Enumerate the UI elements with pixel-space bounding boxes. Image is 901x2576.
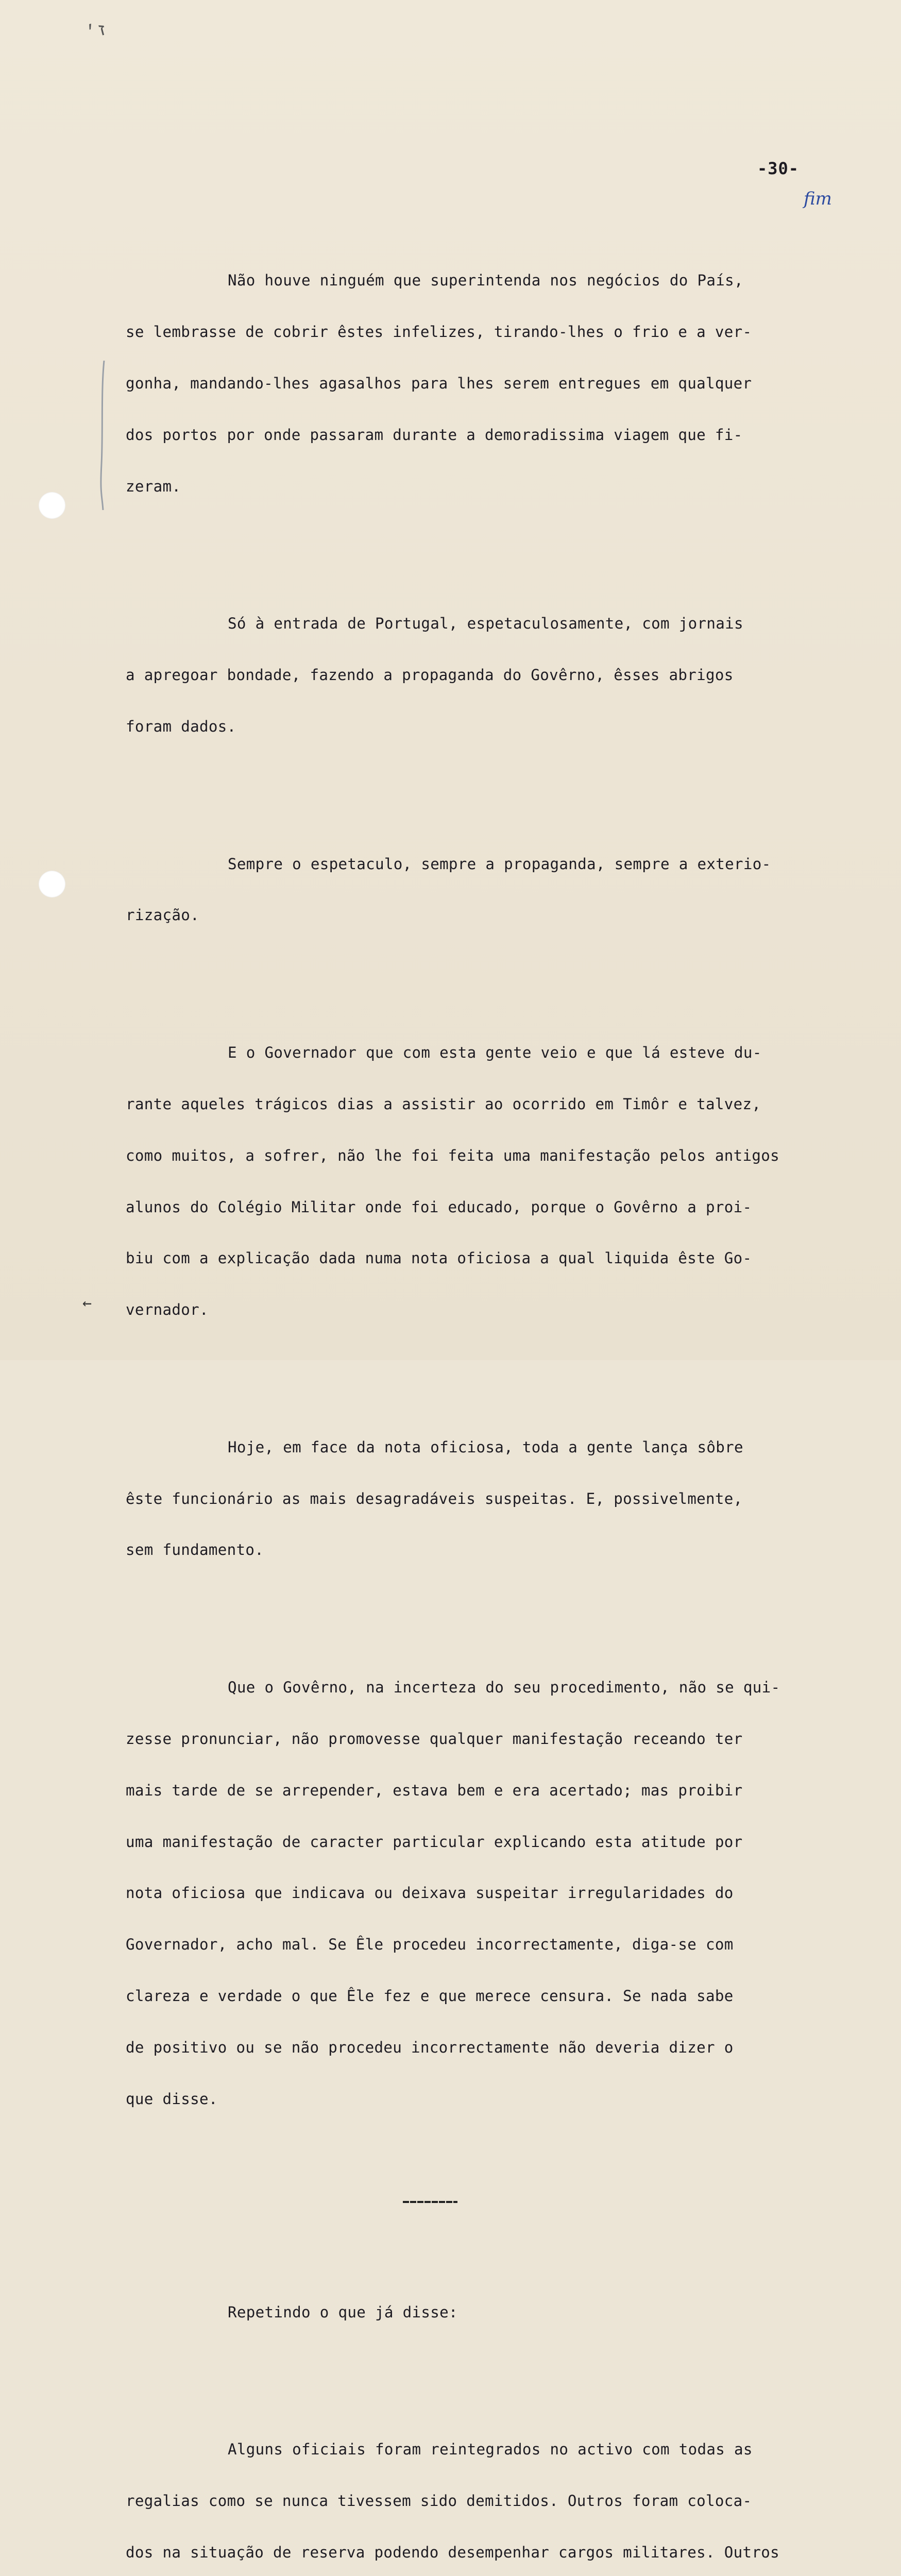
text-line: Não houve ninguém que superintenda nos negócios do País, <box>228 272 743 290</box>
paragraph <box>126 821 862 958</box>
text-line: rante aqueles trágicos dias a assistir ao ocorrido em Timôr e talvez, <box>126 1095 761 1113</box>
text-line: zesse pronunciar, não promovesse qualquer manifestação receando ter <box>126 1730 743 1748</box>
text-line: dos portos por onde passaram durante a demoradissima viagem que fi- <box>126 426 743 444</box>
text-line: que disse. <box>126 2090 218 2108</box>
text-line: nota oficiosa que indicava ou deixava suspeitar irregularidades do <box>126 1884 734 1902</box>
text-line: Hoje, em face da nota oficiosa, toda a gente lança sôbre <box>228 1438 743 1456</box>
text-line: sem fundamento. <box>126 1541 264 1559</box>
corner-mark: ז׳ <box>84 18 110 44</box>
text-line: Só à entrada de Portugal, espetaculosamente, com jornais <box>228 615 743 633</box>
text-line: clareza e verdade o que Êle fez e que merece censura. Se nada sabe <box>126 1987 734 2005</box>
handwritten-mark: fim <box>804 189 832 209</box>
text-line: zeram. <box>126 478 181 496</box>
punch-hole-bottom <box>39 871 65 897</box>
text-line: Repetindo o que já disse: <box>228 2303 458 2321</box>
dash-rule <box>403 2201 457 2203</box>
text-line: mais tarde de se arrepender, estava bem e era acertado; mas proibir <box>126 1781 743 1799</box>
text-line: como muitos, a sofrer, não lhe foi feita uma manifestação pelos antigos <box>126 1146 779 1164</box>
paragraph <box>126 1404 862 1593</box>
text-line: alunos do Colégio Militar onde foi educado, porque o Govêrno a proi- <box>126 1198 752 1216</box>
text-line: se lembrasse de cobrir êstes infelizes, tirando-lhes o frio e a ver- <box>126 323 752 341</box>
section-divider <box>126 2194 862 2211</box>
text-line: gonha, mandando-lhes agasalhos para lhes serem entregues em qualquer <box>126 375 752 393</box>
text-line: Sempre o espetaculo, sempre a propaganda, sempre a exterio- <box>228 855 771 873</box>
text-line: êste funcionário as mais desagradáveis suspeitas. E, possivelmente, <box>126 1489 743 1507</box>
paragraph <box>126 581 862 770</box>
text-line: Que o Govêrno, na incerteza do seu procedimento, não se qui- <box>228 1678 780 1696</box>
text-line: foram dados. <box>126 718 236 736</box>
text-line: E o Governador que com esta gente veio e que lá esteve du- <box>228 1043 762 1061</box>
paragraph <box>126 238 862 530</box>
paragraph <box>126 1645 862 2142</box>
pencil-margin-line <box>100 361 105 510</box>
text-line: Alguns oficiais foram reintegrados no activo com todas as <box>228 2440 753 2458</box>
text-line: vernador. <box>126 1301 209 1319</box>
text-line: de positivo ou se não procedeu incorrectamente não deveria dizer o <box>126 2039 734 2057</box>
paragraph <box>126 2406 862 2576</box>
text-line: dos na situação de reserva podendo desempenhar cargos militares. Outros <box>126 2543 779 2561</box>
text-line: uma manifestação de caracter particular explicando esta atitude por <box>126 1833 743 1851</box>
text-line: rização. <box>126 906 199 924</box>
text-line: regalias como se nunca tivessem sido demitidos. Outros foram coloca- <box>126 2492 752 2510</box>
text-line: Governador, acho mal. Se Êle procedeu incorrectamente, diga-se com <box>126 1936 734 1954</box>
text-line: a apregoar bondade, fazendo a propaganda do Govêrno, êsses abrigos <box>126 666 734 684</box>
text-line: biu com a explicação dada numa nota oficiosa a qual liquida êste Go- <box>126 1249 752 1267</box>
typed-text-body <box>126 187 862 2576</box>
paragraph <box>126 2262 862 2355</box>
punch-hole-top <box>39 492 65 519</box>
page-number: -30- <box>757 159 800 178</box>
margin-dash: ← <box>82 1294 92 1312</box>
paragraph <box>126 1010 862 1353</box>
